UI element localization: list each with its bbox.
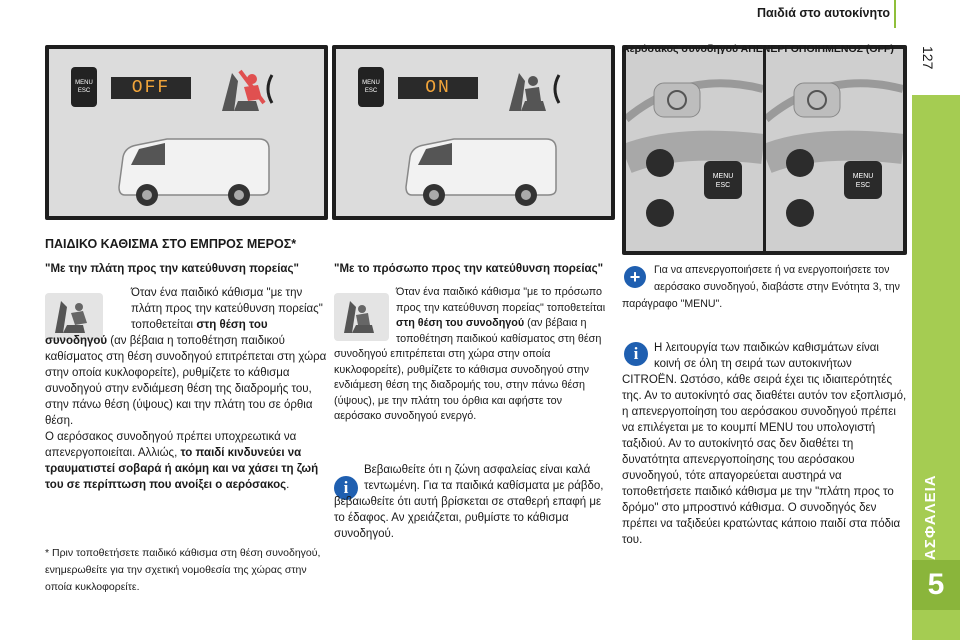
steering-control-panel-right: [766, 49, 903, 251]
page-number: 127: [920, 46, 936, 70]
lights-stalk-icon: [786, 149, 814, 177]
menu-reference-paragraph: Για να απενεργοποιήσετε ή να ενεργοποιήσετε τον αερόσακο συνοδηγού, διαβάστε στην Ενότητα 3, την παράγραφο "MENU".: [622, 264, 900, 310]
page-title: Παιδιά στο αυτοκίνητο: [756, 6, 890, 20]
menu-esc-button-graphic: MENU ESC: [704, 161, 742, 199]
forward-facing-child-seat-icon: [501, 61, 571, 121]
steering-control-panel-left: [626, 49, 763, 251]
lights-stalk-icon: [646, 149, 674, 177]
fog-light-stalk-icon: [786, 199, 814, 227]
chapter-number: 5: [912, 560, 960, 610]
van-icon: [396, 129, 566, 211]
seatbelt-info-paragraph: Βεβαιωθείτε ότι η ζώνη ασφαλείας είναι καλά τεντωμένη. Για τα παιδικά καθίσματα με ράβδο, βεβαιωθείτε ότι αυτή βρίσκεται σε σταθερή επαφή με το έδαφος. Αν χρειάζεται, ρυθμίστε το κάθισμα συνοδηγού.: [334, 464, 604, 540]
forward-facing-paragraph: Όταν ένα παιδικό κάθισμα "με το πρόσωπο προς την κατεύθυνση πορείας" τοποθετείται στη θέση του συνοδηγού (αν βέβαια η τοποθέτηση παιδικού καθίσματος στη θέση συνοδηγού επιτρέπεται στη χώρα στην οποία κυκλοφορείτε), ρυθμίζετε το κάθισμα συνοδηγού στην ενδιάμεση θέση της διαδρομής του, στην πάνω θέση (ύψους), με την πλάτη του όρθια και αφήστε τον αερόσακο συνοδηγού ενεργό.: [334, 286, 606, 422]
rear-facing-paragraph: Όταν ένα παιδικό κάθισμα "με την πλάτη προς την κατεύθυνση πορείας" τοποθετείται στη θέση του συνοδηγού (αν βέβαια η τοποθέτηση παιδικού καθίσματος στη θέση συνοδηγού επιτρέπεται στη χώρα στην οποία κυκλοφορείτε), ρυθμίζετε το κάθισμα συνοδηγού στην ενδιάμεση θέση της διαδρομής του, στην πάνω θέση (ύψους) και την πλάτη του σε όρθια θέση. Ο αερόσακος συνοδηγού πρέπει υποχρεωτικά να απενεργοποιείται. Αλλιώς, το παιδί κινδυνεύει να τραυματιστεί σοβαρά ή ακόμη και να χάσει τη ζωή του σε περίπτωση που ανοίξει ο αερόσακος.: [45, 287, 327, 491]
fog-light-stalk-icon: [646, 199, 674, 227]
menu-esc-button-graphic: MENU ESC: [358, 67, 384, 107]
steering-wheel-icon: [766, 49, 903, 251]
display-on: ON: [398, 77, 478, 99]
citroen-info-paragraph: Η λειτουργία των παιδικών καθισμάτων είναι κοινή σε όλη τη σειρά των αυτοκινήτων CITROËN. Ωστόσο, κάθε σειρά έχει τις ιδιαιτερότητές της. Αν το αυτοκίνητό σας διαθέτει αυτόν τον εξοπλισμό, η απενεργοποίηση του αερόσακου συνοδηγού πρέπει να επιλέγεται με το κουμπί MENU του υπολογιστή ταξιδιού. Αν το αυτοκίνητό σας δεν διαθέτει τη δυνατότητα απενεργοποίησης του αερόσακου συνοδηγού, τότε απαγορεύεται αυστηρά να τοποθετήσετε παιδικό κάθισμα με την "πλάτη προς το δρόμο" στο μπροστινό κάθισμα. Ο συνοδηγός δεν πρέπει να ταξιδεύει κρατώντας κάποιο παιδί στα πόδια του.: [622, 342, 907, 546]
rear-facing-child-seat-icon: [214, 61, 284, 121]
van-icon: [109, 129, 279, 211]
section-heading: ΠΑΙΔΙΚΟ ΚΑΘΙΣΜΑ ΣΤΟ ΕΜΠΡΟΣ ΜΕΡΟΣ*: [45, 237, 297, 251]
steering-wheel-icon: [626, 49, 763, 251]
airbag-off-subheading: Αερόσακος συνοδηγού ΑΠΕΝΕΡΓΟΠΟΙΗΜΕΝΟΣ (OFF): [622, 43, 894, 55]
menu-esc-button-graphic: MENU ESC: [844, 161, 882, 199]
footnote: * Πριν τοποθετήσετε παιδικό κάθισμα στη θέση συνοδηγού, ενημερωθείτε για την σχετική νομοθεσία της χώρας στην οποία κυκλοφορείτε.: [45, 547, 321, 593]
steering-wheel-controls-illustration: [622, 45, 907, 255]
airbag-off-illustration: [45, 45, 328, 220]
airbag-on-illustration: [332, 45, 615, 220]
section-tab-label: ΑΣΦΑΛΕΙΑ: [922, 474, 939, 560]
menu-esc-button-graphic: MENU ESC: [71, 67, 97, 107]
forward-facing-subheading: "Με το πρόσωπο προς την κατεύθυνση πορείας": [334, 263, 604, 275]
rear-facing-subheading: "Με την πλάτη προς την κατεύθυνση πορείας": [45, 263, 299, 275]
display-off: OFF: [111, 77, 191, 99]
plus-icon: +: [624, 266, 646, 288]
header-rule: [894, 0, 896, 28]
info-icon: i: [624, 342, 648, 366]
info-icon: i: [334, 476, 358, 500]
